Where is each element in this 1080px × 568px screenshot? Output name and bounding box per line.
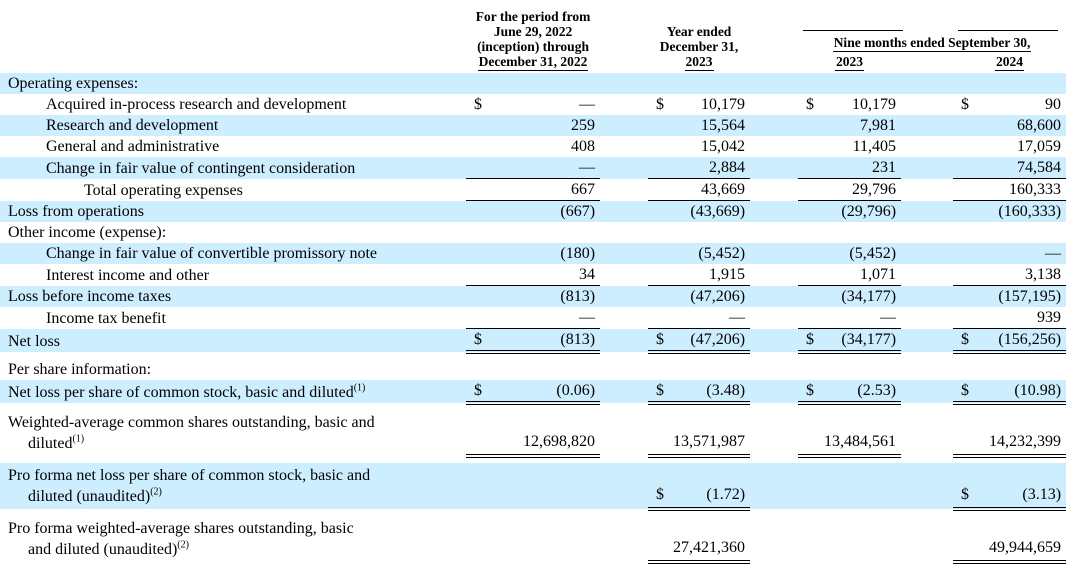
row-label: Change in fair value of convertible promissory note — [46, 245, 378, 262]
column-gap — [600, 157, 648, 179]
row-label: Operating expenses: — [8, 75, 139, 92]
column-gap — [901, 73, 953, 94]
currency-symbol-cell — [953, 73, 971, 94]
table-row — [0, 307, 1066, 329]
row-label: Pro forma weighted-average shares outstanding, basic and diluted (unaudited)$^{(2)}$ — [8, 520, 354, 558]
table-row — [0, 463, 1066, 509]
column-gap — [750, 410, 798, 456]
currency-symbol-cell — [798, 136, 816, 157]
currency-symbol-cell — [798, 286, 816, 308]
column-gap — [600, 286, 648, 308]
value-cell — [816, 516, 901, 562]
value-cell: 10,179 — [701, 96, 746, 113]
value-cell: (813) — [484, 329, 600, 353]
spacer-row — [0, 509, 1066, 516]
value-cell: 1,915 — [666, 264, 750, 286]
currency-symbol-cell: $ — [953, 380, 971, 403]
column-gap — [750, 73, 798, 94]
table-row — [0, 243, 1066, 264]
value-cell: — — [816, 307, 901, 329]
table-row — [0, 179, 1066, 201]
currency-symbol-cell — [648, 264, 666, 286]
header-row — [0, 0, 1066, 73]
value-cell: (813) — [560, 288, 596, 305]
value-cell: (2.53) — [816, 380, 901, 403]
currency-symbol-cell — [798, 157, 816, 179]
row-label: Research and development — [46, 117, 219, 134]
currency-symbol-cell: $ — [953, 463, 971, 509]
value-cell: 13,484,561 — [816, 410, 901, 456]
value-cell: 3,138 — [971, 264, 1066, 286]
column-gap — [600, 73, 648, 94]
column-gap — [600, 222, 648, 243]
value-cell — [816, 463, 901, 509]
value-cell: 11,405 — [852, 138, 897, 155]
group-subheader-2024: 2024 — [996, 54, 1024, 69]
currency-symbol-cell — [466, 222, 484, 243]
currency-symbol-cell — [953, 410, 971, 456]
row-label: Other income (expense): — [8, 224, 167, 241]
column-gap — [750, 516, 798, 562]
currency-symbol-cell: $ — [466, 329, 484, 353]
currency-symbol-cell — [648, 222, 666, 243]
value-cell: 160,333 — [971, 179, 1066, 201]
row-label: Pro forma net loss per share of common stock, basic and diluted (unaudited)$^{(2)}$ — [8, 467, 371, 505]
column-gap — [600, 201, 648, 223]
value-cell: — — [579, 96, 596, 113]
value-cell: (5,452) — [849, 245, 897, 262]
value-cell: 12,698,820 — [484, 410, 600, 456]
table-header — [0, 0, 1066, 73]
currency-symbol-cell — [648, 73, 666, 94]
currency-symbol-cell — [466, 410, 484, 456]
footnote-ref: (1) — [353, 382, 366, 394]
value-cell: 939 — [971, 307, 1066, 329]
group-header-label: Nine months ended September 30, — [833, 35, 1031, 50]
currency-symbol-cell — [798, 264, 816, 286]
currency-symbol-cell — [798, 179, 816, 201]
value-cell: 408 — [571, 138, 596, 155]
spacer-cell — [0, 456, 1066, 463]
value-cell — [484, 516, 600, 562]
header-period-1-line: June 29, 2022 — [493, 24, 573, 39]
table-row — [0, 264, 1066, 286]
currency-symbol-cell — [648, 307, 666, 329]
currency-symbol-cell — [466, 516, 484, 562]
currency-symbol-cell — [648, 157, 666, 179]
column-gap — [901, 264, 953, 286]
value-cell: 2,884 — [666, 157, 750, 179]
row-label: Total operating expenses — [84, 181, 243, 199]
header-period-1-line: (inception) through — [477, 39, 589, 54]
row-label: General and administrative — [46, 138, 220, 155]
value-cell: 29,796 — [816, 179, 901, 201]
table-row — [0, 329, 1066, 353]
column-gap — [600, 380, 648, 403]
value-cell: (156,256) — [971, 329, 1066, 353]
column-gap — [600, 136, 648, 157]
currency-symbol-cell — [466, 73, 484, 94]
column-gap — [901, 307, 953, 329]
value-cell: — — [484, 307, 600, 329]
value-cell: (3.13) — [971, 463, 1066, 509]
currency-symbol-cell: $ — [798, 329, 816, 353]
header-gap — [750, 0, 798, 73]
footnote-ref: (2) — [150, 486, 162, 498]
value-cell: 14,232,399 — [971, 410, 1066, 456]
value-cell: — — [484, 157, 600, 179]
value-cell: (667) — [560, 203, 596, 220]
column-gap — [901, 136, 953, 157]
currency-symbol-cell — [798, 201, 816, 223]
value-cell: 43,669 — [666, 179, 750, 201]
group-overline-right — [958, 30, 1058, 31]
value-cell: (1.72) — [666, 463, 750, 509]
value-cell: 49,944,659 — [971, 516, 1066, 562]
column-gap — [750, 157, 798, 179]
spacer-cell — [0, 352, 1066, 359]
column-gap — [901, 516, 953, 562]
currency-symbol-cell — [798, 410, 816, 456]
currency-symbol-cell — [798, 307, 816, 329]
currency-symbol-cell — [648, 115, 666, 136]
currency-symbol-cell — [466, 179, 484, 201]
value-cell: 231 — [816, 157, 901, 179]
value-cell: (5,452) — [698, 245, 746, 262]
column-gap — [750, 359, 798, 380]
currency-symbol-cell — [466, 463, 484, 509]
table-row — [0, 410, 1066, 456]
column-gap — [901, 410, 953, 456]
table-row — [0, 94, 1066, 115]
spacer-row — [0, 352, 1066, 359]
currency-symbol-cell — [798, 222, 816, 243]
row-label: Interest income and other — [46, 266, 210, 284]
column-gap — [901, 329, 953, 353]
currency-symbol-cell: $ — [806, 96, 815, 113]
currency-symbol-cell — [466, 136, 484, 157]
table-row — [0, 201, 1066, 223]
value-cell: 259 — [571, 117, 596, 134]
table-row — [0, 73, 1066, 94]
column-gap — [750, 329, 798, 353]
column-gap — [750, 201, 798, 223]
row-label: Income tax benefit — [46, 309, 166, 327]
currency-symbol-cell — [648, 359, 666, 380]
header-label-spacer — [0, 0, 466, 73]
column-gap — [600, 243, 648, 264]
currency-symbol-cell — [466, 359, 484, 380]
currency-symbol-cell — [798, 73, 816, 94]
currency-symbol-cell — [466, 201, 484, 223]
table-row — [0, 222, 1066, 243]
column-gap — [750, 307, 798, 329]
column-gap — [600, 359, 648, 380]
value-cell — [816, 359, 901, 380]
column-gap — [600, 94, 648, 115]
value-cell: 1,071 — [816, 264, 901, 286]
column-gap — [901, 179, 953, 201]
value-cell: 17,059 — [1017, 138, 1062, 155]
value-cell: (34,177) — [816, 329, 901, 353]
value-cell: — — [666, 307, 750, 329]
currency-symbol-cell — [953, 516, 971, 562]
currency-symbol-cell — [466, 157, 484, 179]
currency-symbol-cell: $ — [474, 96, 482, 113]
currency-symbol-cell — [648, 516, 666, 562]
column-gap — [750, 136, 798, 157]
currency-symbol-cell: $ — [466, 380, 484, 403]
value-cell — [484, 359, 600, 380]
group-overline-left — [803, 30, 903, 31]
value-cell: (180) — [560, 245, 596, 262]
currency-symbol-cell: $ — [648, 329, 666, 353]
column-gap — [600, 410, 648, 456]
column-gap — [901, 94, 953, 115]
column-gap — [750, 380, 798, 403]
row-label: Loss before income taxes — [8, 288, 172, 305]
currency-symbol-cell: $ — [953, 329, 971, 353]
currency-symbol-cell — [798, 516, 816, 562]
value-cell: 667 — [484, 179, 600, 201]
column-gap — [901, 286, 953, 308]
value-cell — [666, 222, 750, 243]
column-gap — [600, 307, 648, 329]
value-cell — [816, 222, 901, 243]
value-cell — [816, 73, 901, 94]
spacer-cell — [0, 509, 1066, 516]
table-row — [0, 157, 1066, 179]
currency-symbol-cell — [953, 222, 971, 243]
value-cell: 15,042 — [701, 138, 746, 155]
header-period-2-line: December 31, — [659, 39, 739, 54]
value-cell: (47,206) — [666, 329, 750, 353]
value-cell: (34,177) — [841, 288, 897, 305]
value-cell — [484, 463, 600, 509]
column-gap — [901, 201, 953, 223]
currency-symbol-cell — [648, 410, 666, 456]
column-gap — [600, 516, 648, 562]
column-gap — [901, 157, 953, 179]
currency-symbol-cell: $ — [656, 96, 665, 113]
column-gap — [901, 222, 953, 243]
row-label: Acquired in-process research and development — [46, 96, 347, 113]
row-label: Net loss — [8, 333, 60, 350]
currency-symbol-cell — [953, 307, 971, 329]
currency-symbol-cell — [648, 243, 666, 264]
column-gap — [750, 243, 798, 264]
header-period-1-line: For the period from — [475, 9, 591, 24]
currency-symbol-cell — [953, 157, 971, 179]
column-gap — [600, 463, 648, 509]
currency-symbol-cell: $ — [798, 380, 816, 403]
currency-symbol-cell — [953, 243, 971, 264]
column-gap — [750, 286, 798, 308]
row-label: Change in fair value of contingent consideration — [46, 159, 356, 177]
row-label: Net loss per share of common stock, basic and diluted$^{(1)}$ — [8, 382, 366, 401]
spacer-row — [0, 456, 1066, 463]
column-gap — [750, 264, 798, 286]
footnote-ref: (2) — [177, 539, 189, 551]
table-body — [0, 73, 1066, 562]
currency-symbol-cell — [953, 179, 971, 201]
header-period-1-underlined: December 31, 2022 — [478, 54, 588, 69]
row-label: Weighted-average common shares outstanding, basic and diluted$^{(1)}$ — [8, 414, 375, 452]
value-cell: 13,571,987 — [666, 410, 750, 456]
column-gap — [901, 463, 953, 509]
value-cell: (43,669) — [690, 203, 746, 220]
table-row — [0, 115, 1066, 136]
currency-symbol-cell — [648, 201, 666, 223]
currency-symbol-cell — [798, 463, 816, 509]
currency-symbol-cell — [648, 286, 666, 308]
value-cell: 27,421,360 — [666, 516, 750, 562]
row-label: Per share information: — [8, 361, 152, 378]
header-gap — [600, 0, 648, 73]
value-cell: (3.48) — [666, 380, 750, 403]
column-gap — [901, 359, 953, 380]
currency-symbol-cell — [466, 264, 484, 286]
currency-symbol-cell — [648, 136, 666, 157]
value-cell — [971, 73, 1066, 94]
value-cell: 90 — [1045, 96, 1062, 113]
currency-symbol-cell: $ — [961, 96, 970, 113]
group-subheader-2023: 2023 — [836, 54, 864, 69]
value-cell — [971, 222, 1066, 243]
header-period-2-underlined: 2023 — [685, 54, 713, 69]
currency-symbol-cell — [953, 115, 971, 136]
currency-symbol-cell — [648, 179, 666, 201]
currency-symbol-cell — [953, 201, 971, 223]
column-gap — [750, 115, 798, 136]
currency-symbol-cell — [798, 359, 816, 380]
value-cell — [484, 222, 600, 243]
spacer-cell — [0, 403, 1066, 410]
currency-symbol-cell — [953, 286, 971, 308]
column-gap — [600, 115, 648, 136]
value-cell: 7,981 — [860, 117, 897, 134]
column-gap — [750, 222, 798, 243]
table-row — [0, 380, 1066, 403]
column-gap — [600, 329, 648, 353]
value-cell: (0.06) — [484, 380, 600, 403]
column-gap — [750, 179, 798, 201]
column-gap — [600, 264, 648, 286]
table-row — [0, 516, 1066, 562]
column-gap — [750, 463, 798, 509]
header-period-2 — [648, 0, 750, 73]
currency-symbol-cell: $ — [648, 463, 666, 509]
currency-symbol-cell — [466, 243, 484, 264]
value-cell: — — [1045, 245, 1062, 262]
value-cell: 68,600 — [1017, 117, 1062, 134]
footnote-ref: (1) — [72, 433, 85, 445]
currency-symbol-cell — [798, 115, 816, 136]
column-gap — [901, 115, 953, 136]
value-cell — [971, 359, 1066, 380]
spacer-row — [0, 403, 1066, 410]
row-label: Loss from operations — [8, 203, 144, 220]
table-row — [0, 286, 1066, 308]
currency-symbol-cell — [953, 359, 971, 380]
currency-symbol-cell: $ — [648, 380, 666, 403]
value-cell: (47,206) — [690, 288, 746, 305]
value-cell: 15,564 — [701, 117, 746, 134]
table-row — [0, 136, 1066, 157]
header-nine-months-group — [798, 0, 1066, 73]
value-cell — [666, 73, 750, 94]
currency-symbol-cell — [466, 115, 484, 136]
column-gap — [750, 94, 798, 115]
currency-symbol-cell — [953, 264, 971, 286]
column-gap — [600, 179, 648, 201]
header-period-2-line: Year ended — [666, 24, 732, 39]
currency-symbol-cell — [953, 136, 971, 157]
currency-symbol-cell — [466, 286, 484, 308]
value-cell: (157,195) — [998, 288, 1062, 305]
value-cell: (29,796) — [841, 203, 897, 220]
header-period-1 — [466, 0, 600, 73]
value-cell: (10.98) — [971, 380, 1066, 403]
value-cell: 74,584 — [971, 157, 1066, 179]
value-cell: 10,179 — [852, 96, 897, 113]
group-overlines — [798, 30, 1066, 31]
value-cell: 34 — [484, 264, 600, 286]
value-cell — [484, 73, 600, 94]
column-gap — [901, 380, 953, 403]
currency-symbol-cell — [466, 307, 484, 329]
column-gap — [901, 243, 953, 264]
currency-symbol-cell — [798, 243, 816, 264]
table-row — [0, 359, 1066, 380]
value-cell: (160,333) — [998, 203, 1062, 220]
value-cell — [666, 359, 750, 380]
